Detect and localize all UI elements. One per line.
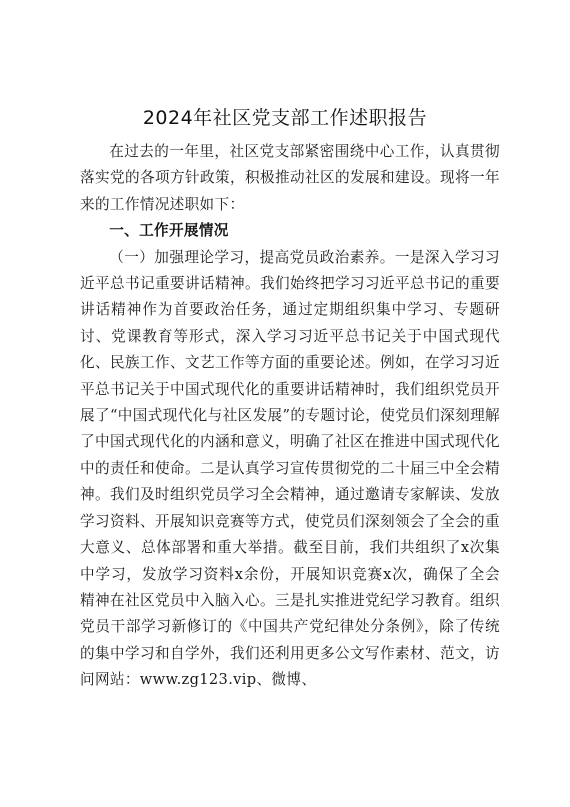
document-title: 2024年社区党支部工作述职报告 bbox=[142, 107, 428, 129]
body-paragraph: （一）加强理论学习，提高党员政治素养。一是深入学习习近平总书记重要讲话精神。我们始终把学习习近平总书记的重要讲话精神作为首要政治任务，通过定期组织集中学习、专题研讨、党课教育等形式，深入学习习近平总书记关于中国式现代化、民族工作、文艺工作等方面的重要论述。例如，在学习习近平总书记关于中国式现代化的重要讲话精神时，我们组织党员开展了“中国式现代化与社区发展”的专题讨论，使党员们深刻理解了中国式现代化的内涵和意义，明确了社区在推进中国式现代化中的责任和使命。二是认真学习宣传贯彻党的二十届三中全会精神。我们及时组织党员学习全会精神，通过邀请专家解读、发放学习资料、开展知识竞赛等方式，使党员们深刻领会了全会的重大意义、总体部署和重大举措。截至目前，我们共组织了x次集中学习，发放学习资料x余份，开展知识竞赛x次，确保了全会精神在社区党员中入脑入心。三是扎实推进党纪学习教育。组织党员干部学习新修订的《中国共产党纪律处分条例》，除了传统的集中学习和自学外，我们还利用更多公文写作素材、范文，访问网站：www.zg123.vip、微博、 bbox=[80, 248, 500, 689]
section-heading: 一、工作开展情况 bbox=[109, 222, 229, 240]
intro-paragraph: 在过去的一年里，社区党支部紧密围绕中心工作，认真贯彻落实党的各项方针政策，积极推动社区的发展和建设。现将一年来的工作情况述职如下： bbox=[80, 143, 500, 213]
document-body bbox=[80, 139, 500, 694]
